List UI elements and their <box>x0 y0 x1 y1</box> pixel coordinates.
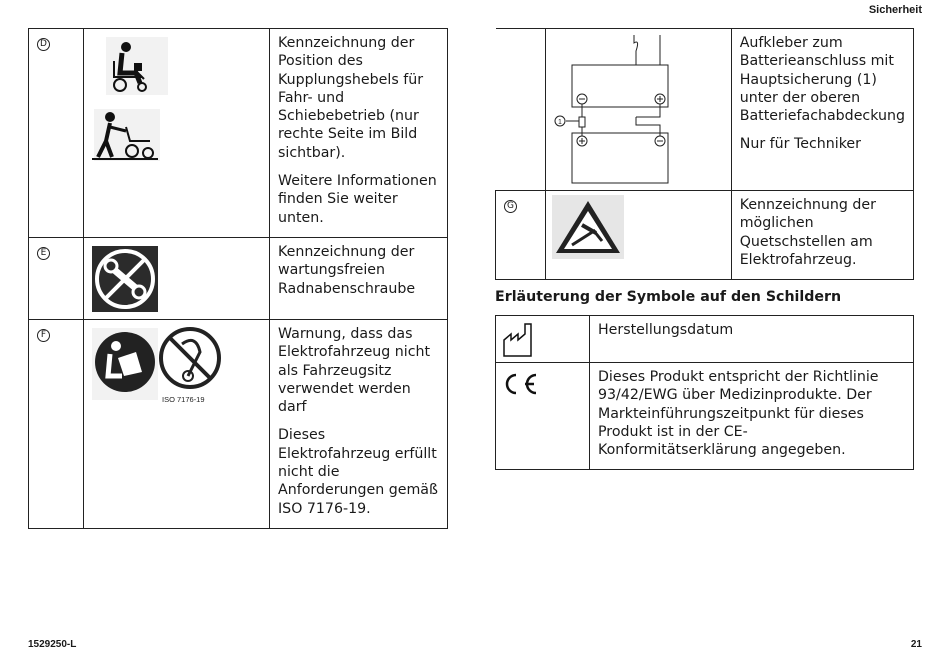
description-cell <box>731 191 913 280</box>
left-label-table <box>28 28 448 529</box>
description-text: Herstellungsdatum <box>598 322 734 338</box>
no-tools-icon <box>92 246 158 312</box>
icon-cell <box>496 363 590 470</box>
description-cell <box>590 363 914 470</box>
description-cell <box>270 29 448 238</box>
table-row <box>496 316 914 363</box>
table-row <box>496 29 914 191</box>
section-title: Erläuterung der Symbole auf den Schildern <box>495 289 842 305</box>
description-cell <box>270 237 448 319</box>
table-row <box>29 319 448 528</box>
row-letter: D <box>29 29 84 238</box>
read-manual-icon <box>92 328 158 400</box>
icon-cell <box>545 191 731 280</box>
diagram-fuse-label: 1 <box>557 119 562 126</box>
wheelchair-clutch-drive-icon <box>106 37 168 95</box>
row-letter: E <box>29 237 84 319</box>
manufacture-date-icon <box>504 324 531 356</box>
ce-mark-icon <box>507 375 536 393</box>
description-cell <box>731 29 913 191</box>
description-cell <box>590 316 914 363</box>
description-text: Warnung, dass das Elektrofahrzeug nicht als Fahrzeugsitz verwendet werden darf <box>278 325 431 416</box>
description-text: Dieses Produkt entspricht der Richtlinie 93/42/EWG über Medizinprodukte. Der Markteinführungszeitpunkt für dieses Produkt ist in der CE-Konformitätserklärung angegeben. <box>598 369 879 459</box>
row-letter <box>496 29 546 191</box>
icon-cell <box>84 237 270 319</box>
row-letter: F <box>29 319 84 528</box>
table-row <box>29 237 448 319</box>
icon-cell <box>84 319 270 528</box>
right-label-table <box>495 28 914 280</box>
description-text: Aufkleber zum Batterieanschluss mit Hauptsicherung (1) unter der oberen Batteriefachabdeckung <box>739 35 905 125</box>
page-number: 21 <box>910 639 922 650</box>
crush-hazard-warning-icon <box>552 195 624 259</box>
row-letter: G <box>496 191 546 280</box>
icon-cell <box>545 29 731 191</box>
table-row <box>496 191 914 280</box>
description-cell <box>270 319 448 528</box>
document-number: 1529250-L <box>28 639 77 650</box>
description-text: Weitere Informationen finden Sie weiter unten. <box>278 173 437 226</box>
description-text: Kennzeichnung der Position des Kupplungshebels für Fahr- und Schiebebetrieb (nur rechte Seite im Bild sichtbar). <box>278 35 424 161</box>
table-row <box>496 363 914 470</box>
table-row <box>29 29 448 238</box>
iso-caption: ISO 7176-19 <box>162 394 205 404</box>
description-text: Dieses Elektrofahrzeug erfüllt nicht die Anforderungen gemäß ISO 7176-19. <box>278 427 438 517</box>
wheelchair-clutch-push-icon <box>92 109 160 161</box>
no-seat-in-vehicle-icon <box>161 329 219 387</box>
description-text: Kennzeichnung der möglichen Quetschstellen am Elektrofahrzeug. <box>739 197 876 268</box>
description-text: Nur für Techniker <box>739 136 861 153</box>
battery-fuse-diagram-icon <box>555 35 668 183</box>
description-text: Kennzeichnung der wartungsfreien Radnabenschraube <box>278 243 416 297</box>
symbols-table <box>495 315 914 470</box>
icon-cell <box>496 316 590 363</box>
icon-cell <box>84 29 270 238</box>
section-header: Sicherheit <box>868 4 922 16</box>
